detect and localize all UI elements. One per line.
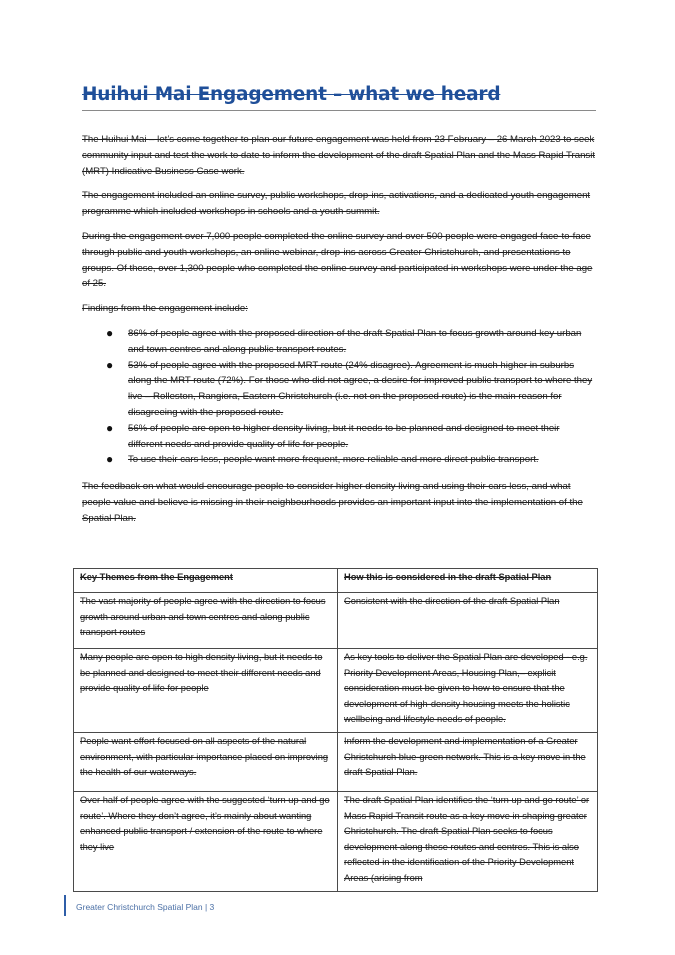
findings-intro: Findings from the engagement include: xyxy=(82,303,248,315)
table-row xyxy=(74,593,598,649)
intro-paragraph: The Huihui Mai – let’s come together to plan our future engagement was held from 23 February – 26 March 2023 to seek community input and test the work to date to inform the development of the draft Spatial Plan and the Mass Rapid Transit (MRT) Indicative Business Case work. xyxy=(82,134,596,177)
theme-cell: Over half of people agree with the suggested ‘turn up and go route’. Where they don’t agree, it’s mainly about wanting enhanced public transport / extension of the route to where they live xyxy=(74,791,338,891)
engagement-methods-paragraph: The engagement included an online survey, public workshops, drop-ins, activations, and a dedicated youth engagement programme which included workshops in schools and a youth summit. xyxy=(82,190,591,218)
column-header-how-considered: How this is considered in the draft Spatial Plan xyxy=(338,569,598,593)
theme-cell: The vast majority of people agree with the direction to focus growth around urban and town centres and along public transport routes xyxy=(74,593,338,649)
page-title: Huihui Mai Engagement – what we heard xyxy=(82,84,501,105)
finding-item xyxy=(106,325,596,358)
consideration-cell: As key tools to deliver the Spatial Plan are developed - e.g. Priority Development Areas, Housing Plan,– explicit consideration must be given to how to ensure that the development of high-density housing meets the holistic wellbeing and lifestyle needs of people. xyxy=(338,649,598,733)
theme-cell: People want effort focused on all aspects of the natural environment, with particular importance placed on improving the health of our waterways. xyxy=(74,732,338,791)
findings-list xyxy=(82,326,596,468)
bullet-icon: ● xyxy=(106,357,114,372)
consideration-cell: Consistent with the direction of the draft Spatial Plan xyxy=(338,593,598,649)
bullet-icon: ● xyxy=(106,325,114,340)
consideration-cell: The draft Spatial Plan identifies the ‘turn up and go route’ or Mass Rapid Transit route as a key move in shaping greater Christchurch. The draft Spatial Plan seeks to focus development along these routes and centres. This is also reflected in the identification of the Priority Development Areas (arising from xyxy=(338,791,598,891)
consideration-cell: Inform the development and implementation of a Greater Christchurch blue-green network. This is a key move in the draft Spatial Plan. xyxy=(338,732,598,791)
finding-item xyxy=(106,357,596,421)
page-footer: Greater Christchurch Spatial Plan | 3 xyxy=(76,902,215,912)
participation-paragraph: During the engagement over 7,000 people completed the online survey and over 500 people were engaged face-to-face through public and youth workshops, an online webinar, drop-ins across Greater Christchurch, and presentations to groups. Of these, over 1,300 people who completed the online survey and participated in workshops were under the age of 25. xyxy=(82,230,593,290)
theme-cell: Many people are open to high density living, but it needs to be planned and designed to meet their different needs and provide quality of life for people xyxy=(74,649,338,733)
table-row xyxy=(74,649,598,733)
table-row xyxy=(74,791,598,891)
table-row xyxy=(74,732,598,791)
bullet-icon: ● xyxy=(106,452,114,467)
key-themes-table xyxy=(73,568,598,892)
title-underline-rule xyxy=(82,110,596,111)
finding-text: To use their cars less, people want more frequent, more reliable and more direct public transport. xyxy=(128,454,539,466)
table-header-row xyxy=(74,569,598,593)
finding-text: 53% of people agree with the proposed MRT route (24% disagree). Agreement is much higher in suburbs along the MRT route (72%). For those who did not agree, a desire for improved public transport to where they live – Rolleston, Rangiora, Eastern Christchurch (i.e. not on the proposed route) is the main reason for disagreeing with the proposed route. xyxy=(128,359,593,418)
finding-item xyxy=(106,420,596,453)
document-body xyxy=(82,132,596,536)
finding-text: 56% of people are open to higher density living, but it needs to be planned and designed to meet their different needs and provide quality of life for people. xyxy=(128,422,560,450)
finding-text: 86% of people agree with the proposed direction of the draft Spatial Plan to focus growth around key urban and town centres and along public transport routes. xyxy=(128,327,582,355)
closing-paragraph: The feedback on what would encourage people to consider higher density living and using their cars less, and what people value and believe is missing in their neighbourhoods provides an important input into the implementation of the Spatial Plan. xyxy=(82,481,583,524)
bullet-icon: ● xyxy=(106,420,114,435)
finding-item xyxy=(106,452,596,468)
column-header-key-themes: Key Themes from the Engagement xyxy=(74,569,338,593)
footer-accent-bar xyxy=(64,895,66,916)
